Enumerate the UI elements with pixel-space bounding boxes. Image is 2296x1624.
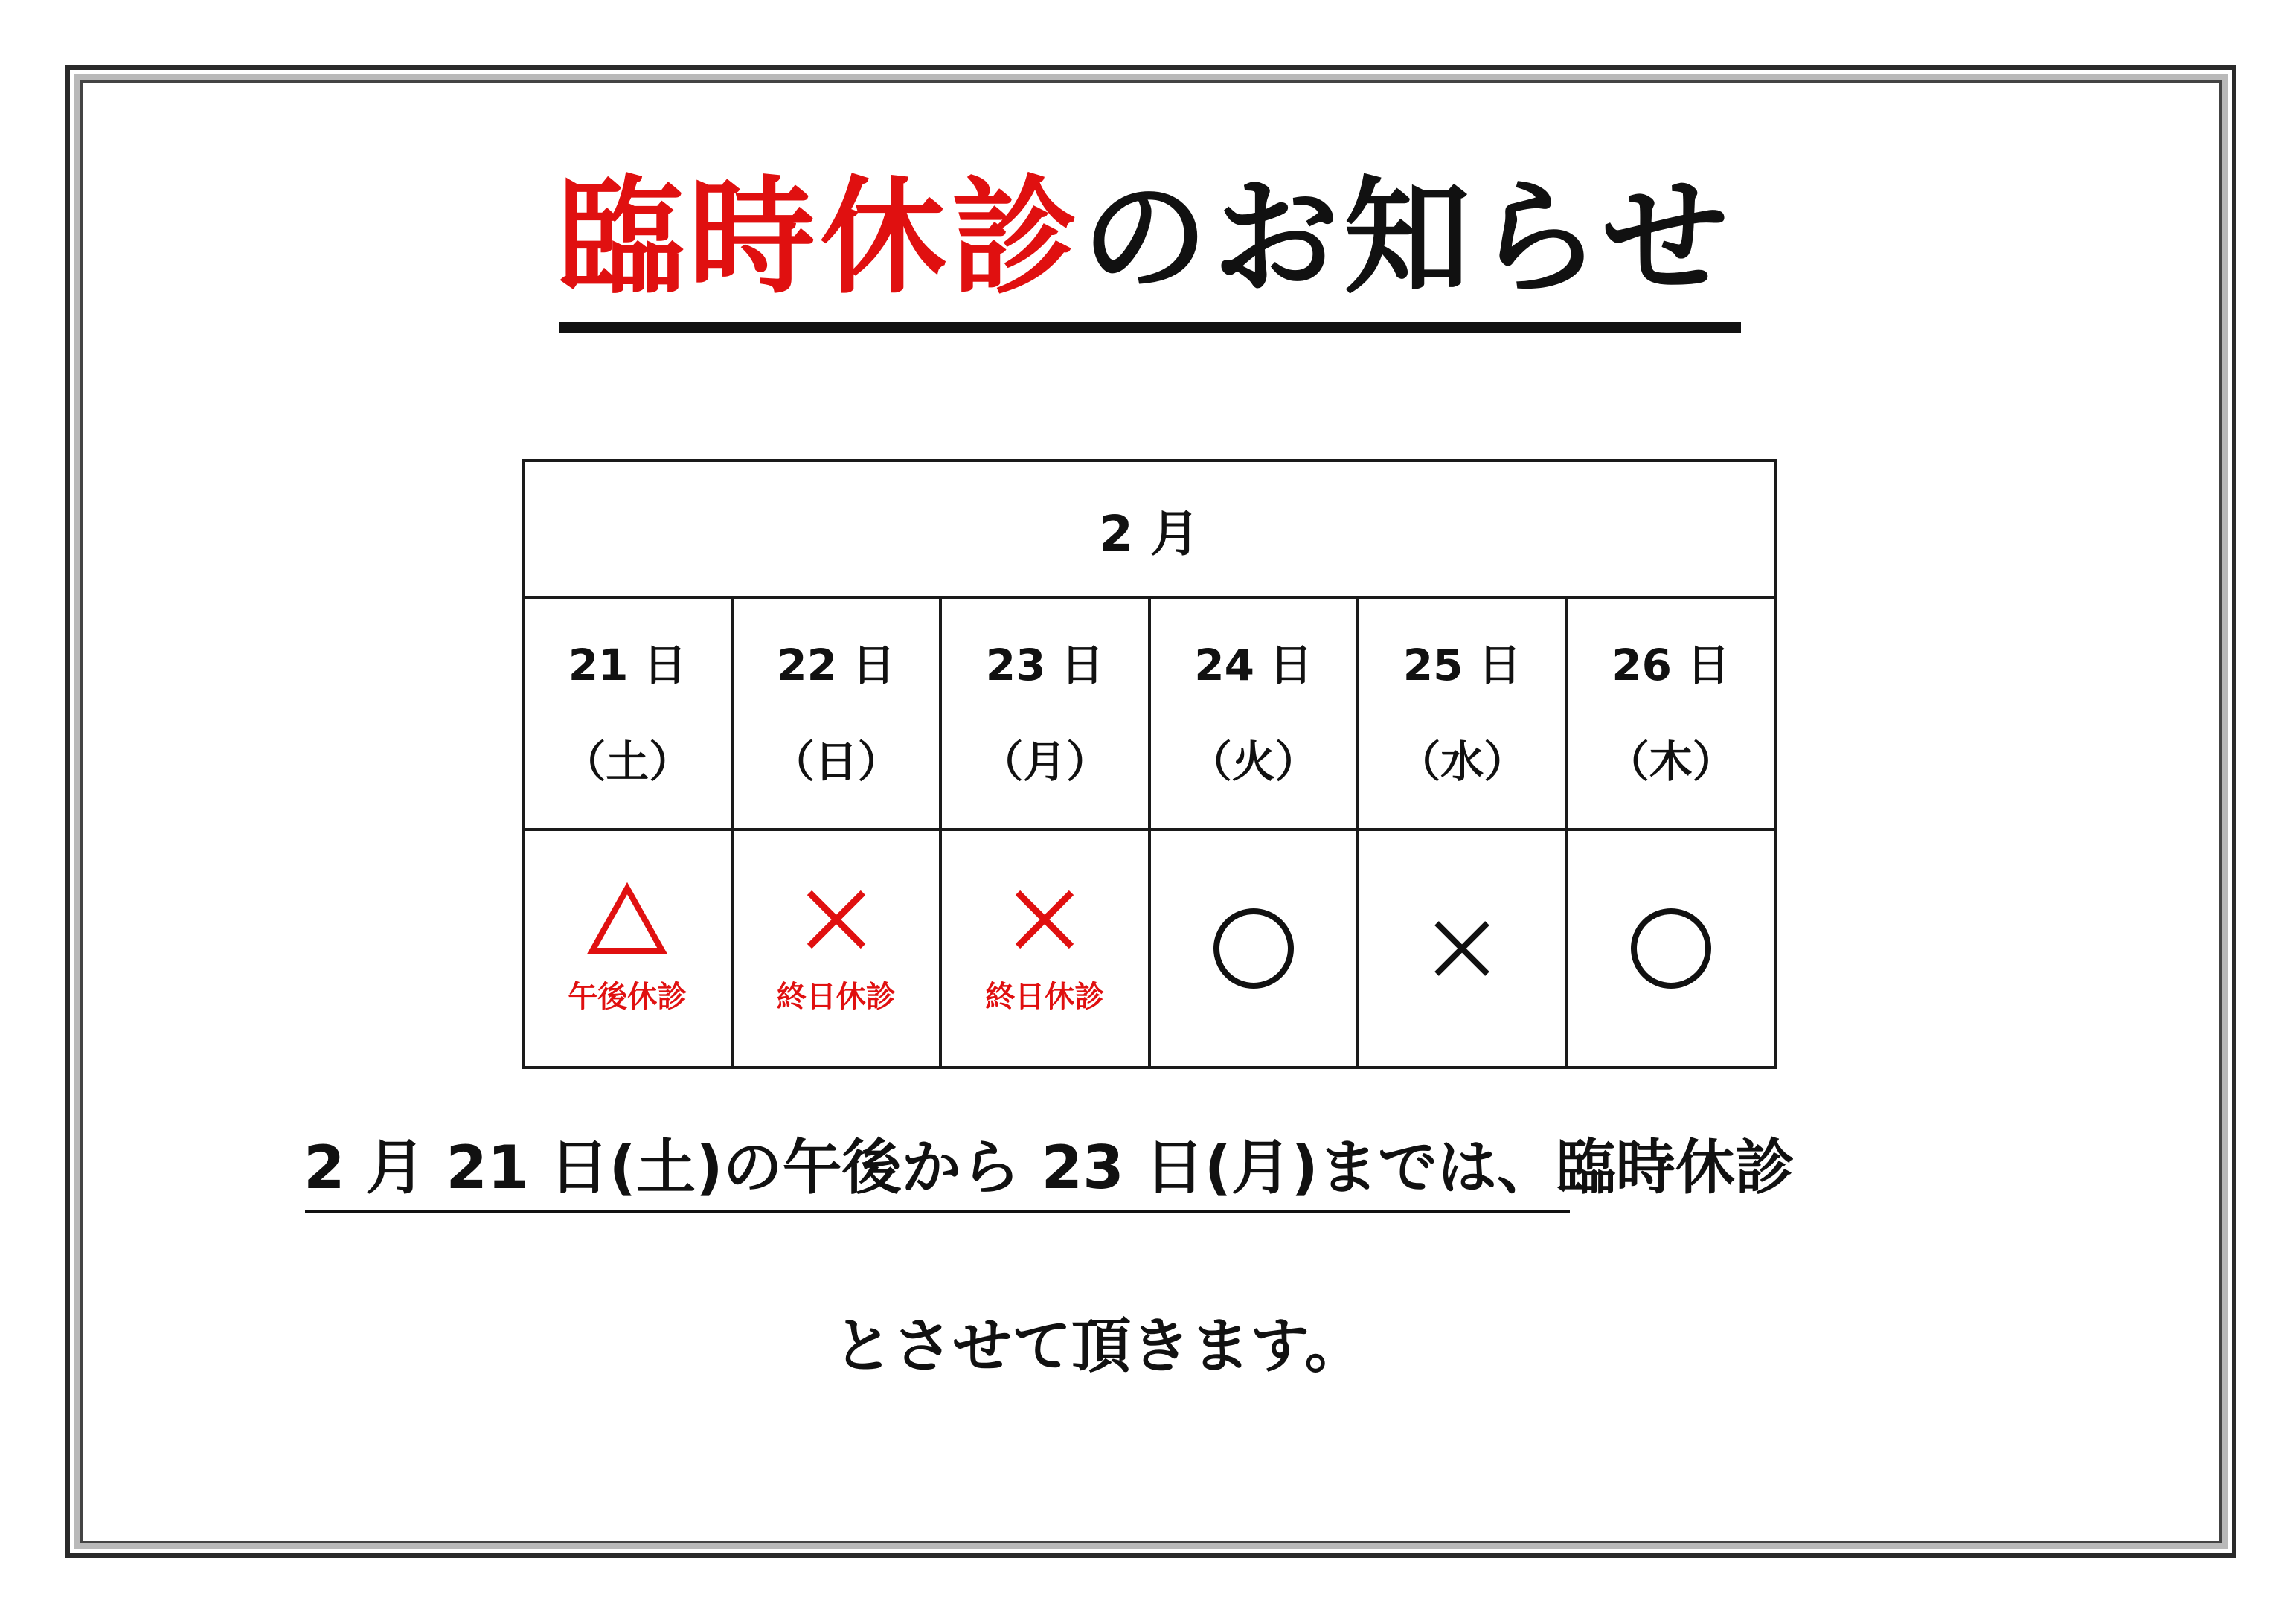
status-cell-26 (1567, 829, 1776, 1068)
status-cell-24 (1149, 829, 1359, 1068)
status-cell-25 (1358, 829, 1567, 1068)
day-date: 25 日 (1402, 640, 1521, 690)
day-header-22 (732, 597, 941, 829)
triangle-icon (586, 882, 668, 957)
day-weekday: （月） (980, 736, 1110, 787)
day-header-25 (1358, 597, 1567, 829)
day-date: 24 日 (1194, 640, 1313, 690)
day-weekday: （日） (771, 736, 901, 787)
day-header-26 (1567, 597, 1776, 829)
closure-calendar (522, 459, 1777, 1069)
cross-icon (1425, 911, 1499, 986)
day-date: 26 日 (1612, 640, 1731, 690)
day-date: 22 日 (777, 640, 896, 690)
title-highlight: 臨時休診 (558, 164, 1083, 312)
month-header: 2 月 (523, 460, 1775, 597)
day-weekday: （木） (1606, 736, 1736, 787)
day-weekday: （土） (562, 736, 693, 787)
title-rest: のお知らせ (1082, 164, 1733, 312)
day-header-24 (1149, 597, 1359, 829)
title-underline (559, 322, 1741, 333)
day-weekday: （水） (1397, 736, 1527, 787)
day-weekday: （火） (1188, 736, 1318, 787)
notice-underline (305, 1210, 1570, 1213)
day-date: 23 日 (985, 640, 1104, 690)
day-header-21 (523, 597, 732, 829)
status-cell-22 (732, 829, 941, 1068)
notice-message-line2: とさせて頂きます。 (833, 1312, 1365, 1381)
circle-icon (1209, 904, 1298, 993)
status-note: 午後休診 (568, 979, 687, 1014)
status-note: 終日休診 (776, 979, 896, 1014)
status-cell-21 (523, 829, 732, 1068)
status-note: 終日休診 (985, 979, 1105, 1014)
cross-icon (799, 882, 873, 957)
day-date: 21 日 (568, 640, 687, 690)
status-cell-23 (940, 829, 1149, 1068)
page-title (558, 164, 1748, 312)
day-header-23 (940, 597, 1149, 829)
cross-icon (1007, 882, 1082, 957)
circle-icon (1626, 904, 1716, 993)
notice-message-line1: 2 月 21 日(土)の午後から 23 日(月)までは、臨時休診 (304, 1133, 1795, 1202)
